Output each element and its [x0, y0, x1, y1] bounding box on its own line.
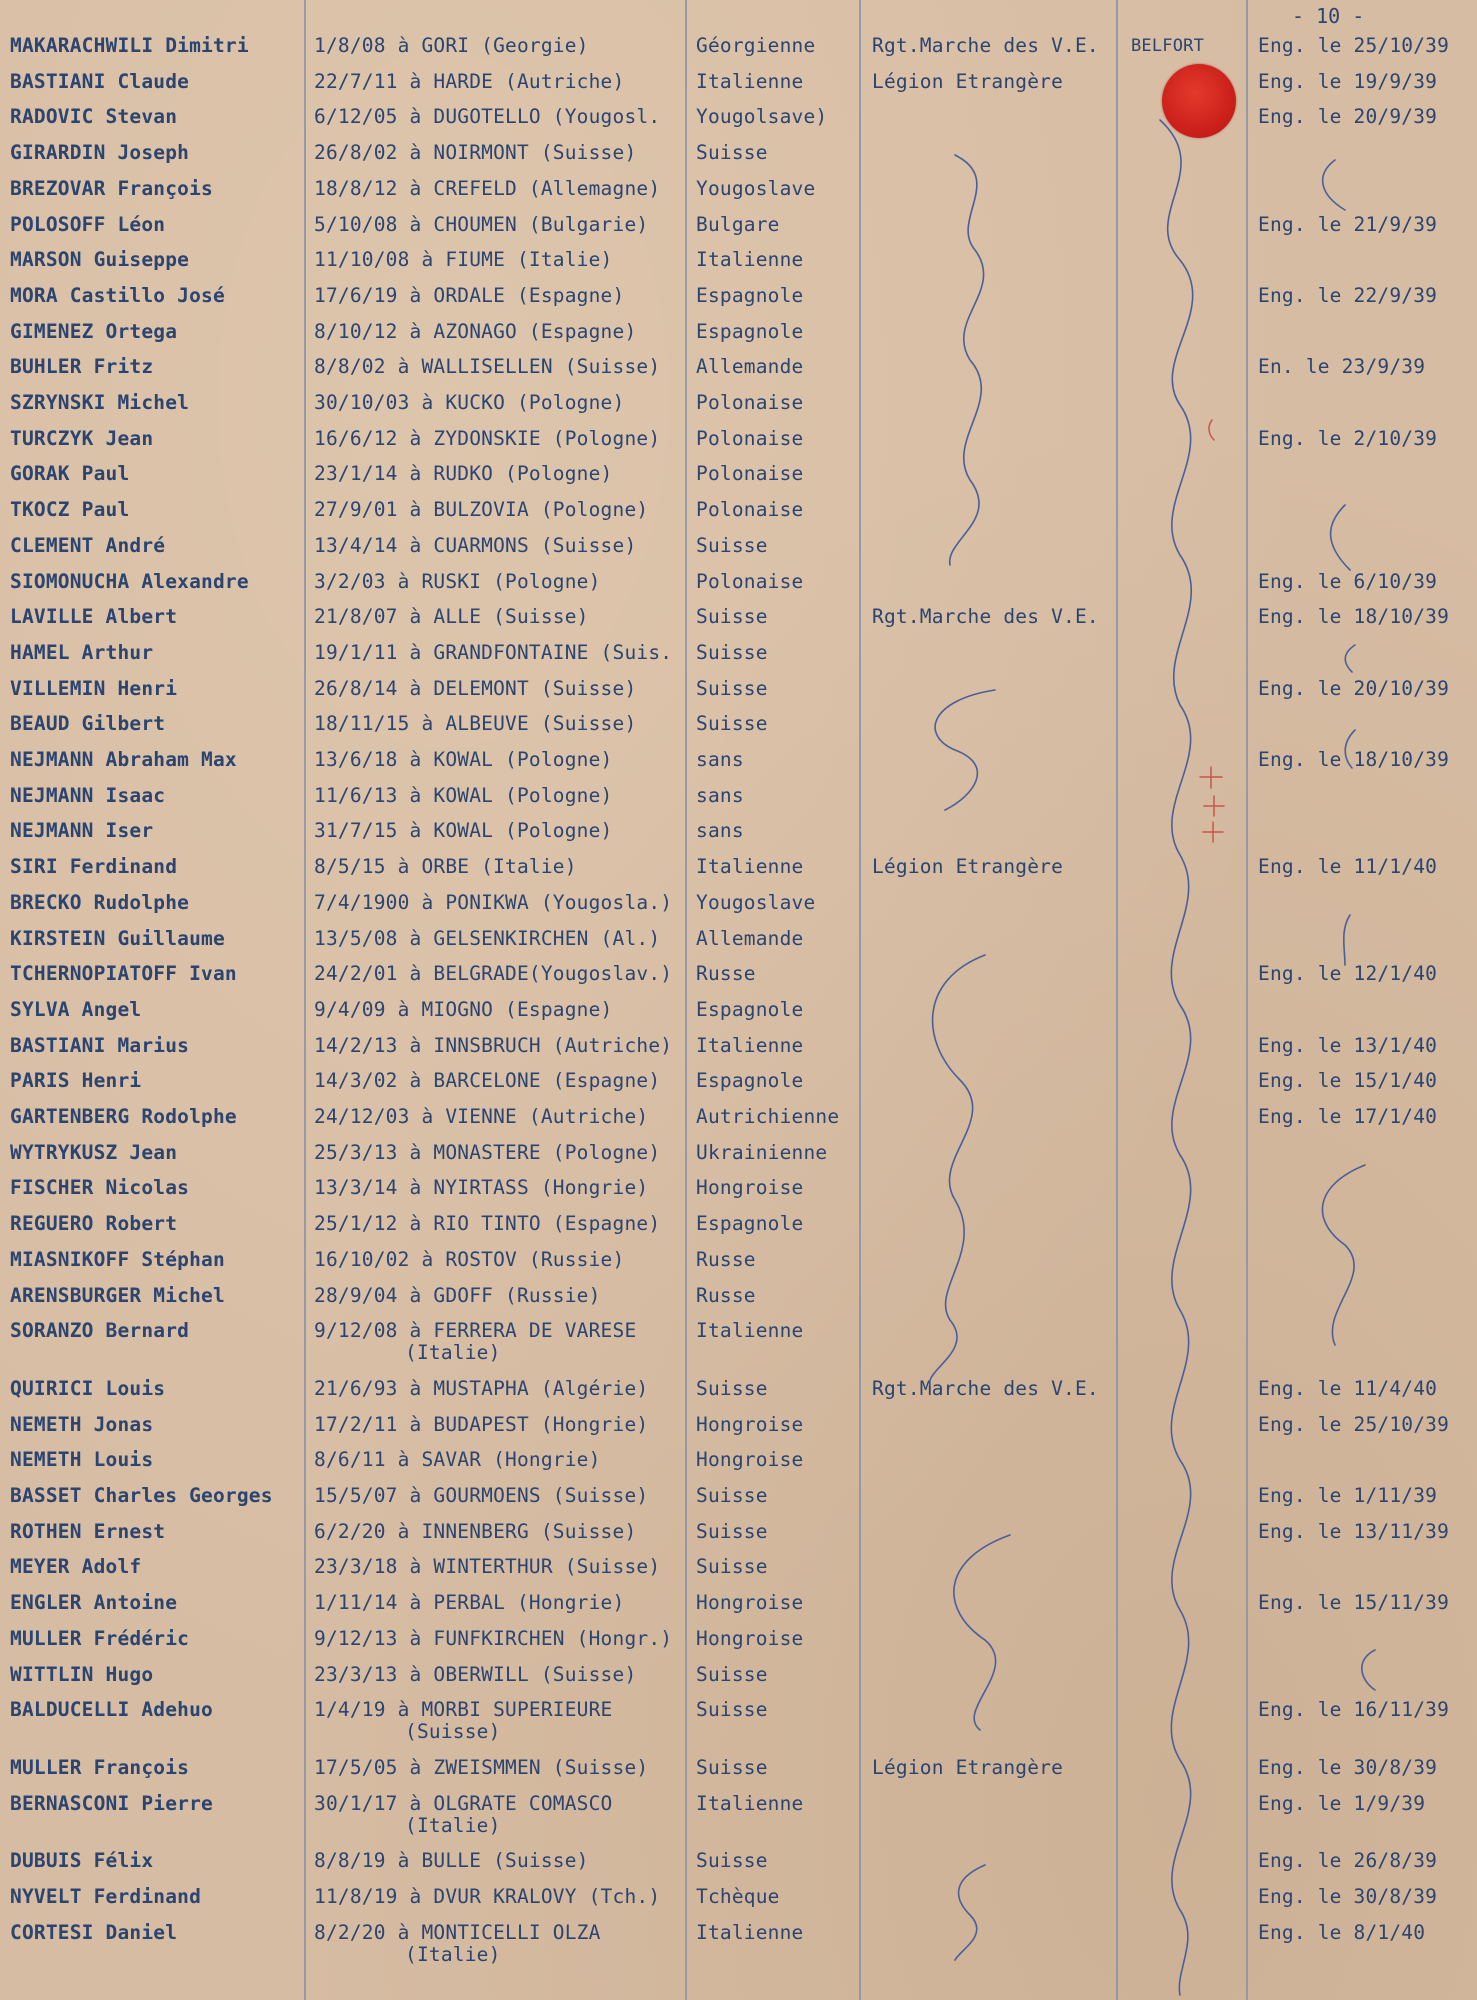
person-name: TCHERNOPIATOFF Ivan — [10, 962, 237, 986]
nationality: Suisse — [696, 1484, 768, 1507]
nationality: Russe — [696, 1283, 756, 1307]
person-name: RADOVIC Stevan — [10, 105, 178, 129]
birth-place-continuation: (Italie) — [405, 1341, 501, 1365]
birth-date-place: 1/8/08 à GORI (Georgie) — [314, 34, 589, 57]
enlistment-date: Eng. le 11/4/40 — [1258, 1376, 1438, 1400]
birth-date-place: 30/1/17 à OLGRATE COMASCO — [314, 1791, 613, 1815]
person-name: MARSON Guiseppe — [10, 248, 190, 272]
enlistment-date: Eng. le 6/10/39 — [1258, 569, 1438, 593]
enlistment-date: Eng. le 19/9/39 — [1258, 69, 1438, 93]
military-unit: Rgt.Marche des V.E. — [872, 1376, 1099, 1400]
nationality: Italienne — [696, 1033, 804, 1057]
nationality: Géorgienne — [696, 34, 816, 57]
person-name: BREZOVAR François — [10, 176, 213, 200]
birth-date-place: 3/2/03 à RUSKI (Pologne) — [314, 569, 601, 593]
birth-date-place: 21/8/07 à ALLE (Suisse) — [314, 605, 589, 629]
birth-date-place: 8/2/20 à MONTICELLI OLZA — [314, 1920, 601, 1944]
column-divider — [1116, 0, 1118, 2000]
nationality: Polonaise — [696, 569, 804, 593]
birth-date-place: 1/11/14 à PERBAL (Hongrie) — [314, 1591, 625, 1615]
birth-date-place: 8/10/12 à AZONAGO (Espagne) — [314, 319, 637, 343]
nationality: Suisse — [696, 533, 768, 557]
enlistment-date: Eng. le 17/1/40 — [1258, 1105, 1438, 1128]
nationality: Hongroise — [696, 1176, 804, 1200]
military-unit: Légion Etrangère — [872, 1755, 1064, 1779]
birth-date-place: 13/5/08 à GELSENKIRCHEN (Al.) — [314, 926, 661, 950]
nationality: Espagnole — [696, 1069, 804, 1093]
ditto-squiggle — [1345, 645, 1355, 672]
enlistment-date: Eng. le 15/11/39 — [1258, 1591, 1450, 1615]
birth-date-place: 24/2/01 à BELGRADE(Yougoslav.) — [314, 962, 673, 986]
person-name: WYTRYKUSZ Jean — [10, 1140, 178, 1164]
nationality: Espagnole — [696, 283, 804, 307]
person-name: BASSET Charles Georges — [10, 1484, 273, 1507]
military-unit: Légion Etrangère — [872, 855, 1064, 879]
person-name: ROTHEN Ernest — [10, 1519, 166, 1543]
nationality: Suisse — [696, 1555, 768, 1579]
birth-date-place: 9/12/13 à FUNFKIRCHEN (Hongr.) — [314, 1626, 673, 1650]
person-name: NYVELT Ferdinand — [10, 1885, 202, 1908]
nationality: Suisse — [696, 1755, 768, 1779]
enlistment-date: Eng. le 18/10/39 — [1258, 748, 1450, 771]
ditto-squiggle — [935, 690, 995, 810]
enlistment-date: En. le 23/9/39 — [1258, 355, 1426, 379]
nationality: Suisse — [696, 141, 768, 165]
nationality: Suisse — [696, 676, 768, 700]
person-name: BALDUCELLI Adehuo — [10, 1698, 213, 1722]
nationality: Suisse — [696, 1849, 768, 1873]
person-name: HAMEL Arthur — [10, 640, 154, 664]
enlistment-date: Eng. le 1/11/39 — [1258, 1484, 1438, 1507]
nationality: Bulgare — [696, 212, 780, 236]
person-name: REGUERO Robert — [10, 1212, 178, 1236]
enlistment-date: Eng. le 16/11/39 — [1258, 1698, 1450, 1722]
nationality: Hongroise — [696, 1626, 804, 1650]
person-name: NEJMANN Abraham Max — [10, 748, 237, 771]
enlistment-date: Eng. le 15/1/40 — [1258, 1069, 1438, 1093]
birth-date-place: 27/9/01 à BULZOVIA (Pologne) — [314, 498, 649, 522]
nationality: Russe — [696, 962, 756, 986]
nationality: Yougoslave — [696, 176, 816, 200]
birth-date-place: 17/5/05 à ZWEISMMEN (Suisse) — [314, 1755, 649, 1779]
person-name: BEAUD Gilbert — [10, 712, 166, 736]
nationality: Suisse — [696, 1698, 768, 1722]
nationality: Italienne — [696, 1319, 804, 1343]
nationality: Suisse — [696, 1376, 768, 1400]
red-pencil-cross — [1200, 767, 1222, 788]
birth-date-place: 23/3/18 à WINTERTHUR (Suisse) — [314, 1555, 661, 1579]
person-name: NEJMANN Isaac — [10, 783, 166, 807]
birth-date-place: 13/4/14 à CUARMONS (Suisse) — [314, 533, 637, 557]
birth-date-place: 17/6/19 à ORDALE (Espagne) — [314, 283, 625, 307]
birth-date-place: 17/2/11 à BUDAPEST (Hongrie) — [314, 1412, 649, 1436]
person-name: SIOMONUCHA Alexandre — [10, 569, 249, 593]
person-name: CORTESI Daniel — [10, 1920, 178, 1944]
column-divider — [1246, 0, 1248, 2000]
nationality: Yougolsave) — [696, 105, 828, 129]
nationality: Allemande — [696, 926, 804, 950]
enlistment-date: Eng. le 11/1/40 — [1258, 855, 1438, 879]
enlistment-date: Eng. le 30/8/39 — [1258, 1885, 1438, 1908]
nationality: Hongroise — [696, 1412, 804, 1436]
person-name: ARENSBURGER Michel — [10, 1283, 225, 1307]
nationality: Suisse — [696, 605, 768, 629]
ditto-squiggle — [930, 955, 985, 1385]
nationality: Espagnole — [696, 1212, 804, 1236]
birth-date-place: 11/10/08 à FIUME (Italie) — [314, 248, 613, 272]
person-name: VILLEMIN Henri — [10, 676, 178, 700]
military-unit: Légion Etrangère — [872, 69, 1064, 93]
birth-date-place: 21/6/93 à MUSTAPHA (Algérie) — [314, 1376, 649, 1400]
birth-place-continuation: (Suisse) — [405, 1720, 501, 1744]
birth-date-place: 26/8/02 à NOIRMONT (Suisse) — [314, 141, 637, 165]
birth-date-place: 26/8/14 à DELEMONT (Suisse) — [314, 676, 637, 700]
nationality: Polonaise — [696, 391, 804, 414]
birth-date-place: 8/8/02 à WALLISELLEN (Suisse) — [314, 355, 661, 379]
nationality: Italienne — [696, 855, 804, 879]
nationality: Italienne — [696, 69, 804, 93]
person-name: QUIRICI Louis — [10, 1376, 166, 1400]
person-name: MULLER Frédéric — [10, 1626, 190, 1650]
birth-date-place: 11/6/13 à KOWAL (Pologne) — [314, 783, 613, 807]
red-seal-stamp — [1162, 64, 1236, 138]
enlistment-date: Eng. le 22/9/39 — [1258, 283, 1438, 307]
person-name: MIASNIKOFF Stéphan — [10, 1247, 225, 1271]
person-name: WITTLIN Hugo — [10, 1662, 154, 1686]
person-name: NEJMANN Iser — [10, 819, 154, 843]
nationality: Ukrainienne — [696, 1140, 828, 1164]
nationality: Tchèque — [696, 1885, 780, 1908]
birth-date-place: 8/8/19 à BULLE (Suisse) — [314, 1849, 589, 1873]
nationality: Hongroise — [696, 1591, 804, 1615]
red-pencil-cross — [1204, 796, 1224, 816]
birth-date-place: 23/1/14 à RUDKO (Pologne) — [314, 462, 613, 486]
person-name: SZRYNSKI Michel — [10, 391, 190, 414]
person-name: GARTENBERG Rodolphe — [10, 1105, 237, 1128]
person-name: LAVILLE Albert — [10, 605, 178, 629]
person-name: TKOCZ Paul — [10, 498, 130, 522]
military-unit: Rgt.Marche des V.E. — [872, 605, 1099, 629]
birth-date-place: 16/10/02 à ROSTOV (Russie) — [314, 1247, 625, 1271]
military-unit: Rgt.Marche des V.E. — [872, 34, 1099, 57]
person-name: MULLER François — [10, 1755, 190, 1779]
nationality: Espagnole — [696, 319, 804, 343]
birth-date-place: 31/7/15 à KOWAL (Pologne) — [314, 819, 613, 843]
nationality: Suisse — [696, 712, 768, 736]
person-name: CLEMENT André — [10, 533, 166, 557]
nationality: Suisse — [696, 1662, 768, 1686]
birth-date-place: 8/6/11 à SAVAR (Hongrie) — [314, 1448, 601, 1472]
birth-date-place: 9/4/09 à MIOGNO (Espagne) — [314, 997, 613, 1021]
nationality: Italienne — [696, 1920, 804, 1944]
birth-date-place: 8/5/15 à ORBE (Italie) — [314, 855, 577, 879]
birth-date-place: 30/10/03 à KUCKO (Pologne) — [314, 391, 625, 414]
person-name: BRECKO Rudolphe — [10, 890, 190, 914]
enlistment-date: Eng. le 20/10/39 — [1258, 676, 1450, 700]
nationality: sans — [696, 748, 744, 771]
nationality: Hongroise — [696, 1448, 804, 1472]
person-name: POLOSOFF Léon — [10, 212, 166, 236]
birth-date-place: 13/6/18 à KOWAL (Pologne) — [314, 748, 613, 771]
birth-date-place: 23/3/13 à OBERWILL (Suisse) — [314, 1662, 637, 1686]
nationality: Espagnole — [696, 997, 804, 1021]
red-pencil-cross — [1203, 822, 1223, 842]
location: BELFORT — [1131, 36, 1205, 56]
enlistment-date: Eng. le 13/1/40 — [1258, 1033, 1438, 1057]
person-name: GIMENEZ Ortega — [10, 319, 178, 343]
person-name: FISCHER Nicolas — [10, 1176, 190, 1200]
nationality: Autrichienne — [696, 1105, 840, 1128]
person-name: BASTIANI Claude — [10, 69, 190, 93]
enlistment-date: Eng. le 26/8/39 — [1258, 1849, 1438, 1873]
birth-date-place: 1/4/19 à MORBI SUPERIEURE — [314, 1698, 613, 1722]
ditto-squiggle — [950, 155, 984, 565]
column-divider — [685, 0, 687, 2000]
ditto-squiggle — [1160, 120, 1193, 1995]
enlistment-date: Eng. le 20/9/39 — [1258, 105, 1438, 129]
person-name: ENGLER Antoine — [10, 1591, 178, 1615]
person-name: GORAK Paul — [10, 462, 130, 486]
ditto-squiggle — [954, 1535, 1010, 1730]
person-name: DUBUIS Félix — [10, 1849, 154, 1873]
person-name: MORA Castillo José — [10, 283, 225, 307]
ditto-squiggle — [955, 1865, 985, 1960]
nationality: Polonaise — [696, 498, 804, 522]
birth-date-place: 16/6/12 à ZYDONSKIE (Pologne) — [314, 426, 661, 450]
red-pencil-tick — [1209, 420, 1214, 440]
person-name: BUHLER Fritz — [10, 355, 154, 379]
birth-date-place: 18/11/15 à ALBEUVE (Suisse) — [314, 712, 637, 736]
enlistment-date: Eng. le 13/11/39 — [1258, 1519, 1450, 1543]
enlistment-date: Eng. le 1/9/39 — [1258, 1791, 1426, 1815]
person-name: NEMETH Louis — [10, 1448, 154, 1472]
enlistment-date: Eng. le 12/1/40 — [1258, 962, 1438, 986]
nationality: Suisse — [696, 640, 768, 664]
enlistment-date: Eng. le 25/10/39 — [1258, 34, 1450, 57]
nationality: Polonaise — [696, 426, 804, 450]
ditto-squiggle — [1323, 160, 1345, 210]
nationality: Allemande — [696, 355, 804, 379]
enlistment-date: Eng. le 21/9/39 — [1258, 212, 1438, 236]
birth-date-place: 13/3/14 à NYIRTASS (Hongrie) — [314, 1176, 649, 1200]
birth-date-place: 25/1/12 à RIO TINTO (Espagne) — [314, 1212, 661, 1236]
person-name: SIRI Ferdinand — [10, 855, 178, 879]
person-name: GIRARDIN Joseph — [10, 141, 190, 165]
birth-date-place: 18/8/12 à CREFELD (Allemagne) — [314, 176, 661, 200]
person-name: NEMETH Jonas — [10, 1412, 154, 1436]
ditto-squiggle — [1362, 1650, 1375, 1690]
nationality: sans — [696, 783, 744, 807]
nationality: Russe — [696, 1247, 756, 1271]
birth-date-place: 11/8/19 à DVUR KRALOVY (Tch.) — [314, 1885, 661, 1908]
birth-date-place: 14/2/13 à INNSBRUCH (Autriche) — [314, 1033, 673, 1057]
person-name: MEYER Adolf — [10, 1555, 142, 1579]
nationality: Polonaise — [696, 462, 804, 486]
birth-date-place: 6/2/20 à INNENBERG (Suisse) — [314, 1519, 637, 1543]
enlistment-date: Eng. le 30/8/39 — [1258, 1755, 1438, 1779]
birth-date-place: 6/12/05 à DUGOTELLO (Yougosl. — [314, 105, 661, 129]
birth-date-place: 9/12/08 à FERRERA DE VARESE — [314, 1319, 637, 1343]
column-divider — [859, 0, 861, 2000]
person-name: SORANZO Bernard — [10, 1319, 190, 1343]
enlistment-date: Eng. le 2/10/39 — [1258, 426, 1438, 450]
birth-date-place: 22/7/11 à HARDE (Autriche) — [314, 69, 625, 93]
birth-date-place: 15/5/07 à GOURMOENS (Suisse) — [314, 1484, 649, 1507]
nationality: Italienne — [696, 248, 804, 272]
birth-date-place: 19/1/11 à GRANDFONTAINE (Suis. — [314, 640, 673, 664]
person-name: KIRSTEIN Guillaume — [10, 926, 225, 950]
ditto-squiggle — [1344, 915, 1350, 965]
person-name: PARIS Henri — [10, 1069, 142, 1093]
nationality: Suisse — [696, 1519, 768, 1543]
enlistment-date: Eng. le 18/10/39 — [1258, 605, 1450, 629]
enlistment-date: Eng. le 8/1/40 — [1258, 1920, 1426, 1944]
birth-date-place: 25/3/13 à MONASTERE (Pologne) — [314, 1140, 661, 1164]
enlistment-date: Eng. le 25/10/39 — [1258, 1412, 1450, 1436]
nationality: Italienne — [696, 1791, 804, 1815]
person-name: BERNASCONI Pierre — [10, 1791, 213, 1815]
column-divider — [304, 0, 306, 2000]
birth-date-place: 5/10/08 à CHOUMEN (Bulgarie) — [314, 212, 649, 236]
birth-date-place: 14/3/02 à BARCELONE (Espagne) — [314, 1069, 661, 1093]
nationality: Yougoslave — [696, 890, 816, 914]
birth-date-place: 7/4/1900 à PONIKWA (Yougosla.) — [314, 890, 673, 914]
person-name: MAKARACHWILI Dimitri — [10, 34, 249, 57]
page-number: - 10 - — [1292, 4, 1365, 28]
nationality: sans — [696, 819, 744, 843]
person-name: TURCZYK Jean — [10, 426, 154, 450]
birth-date-place: 24/12/03 à VIENNE (Autriche) — [314, 1105, 649, 1128]
birth-place-continuation: (Italie) — [405, 1813, 501, 1837]
ditto-squiggle — [1322, 1165, 1365, 1345]
ditto-squiggle — [1331, 505, 1350, 570]
birth-date-place: 28/9/04 à GDOFF (Russie) — [314, 1283, 601, 1307]
birth-place-continuation: (Italie) — [405, 1942, 501, 1966]
person-name: SYLVA Angel — [10, 997, 142, 1021]
person-name: BASTIANI Marius — [10, 1033, 190, 1057]
